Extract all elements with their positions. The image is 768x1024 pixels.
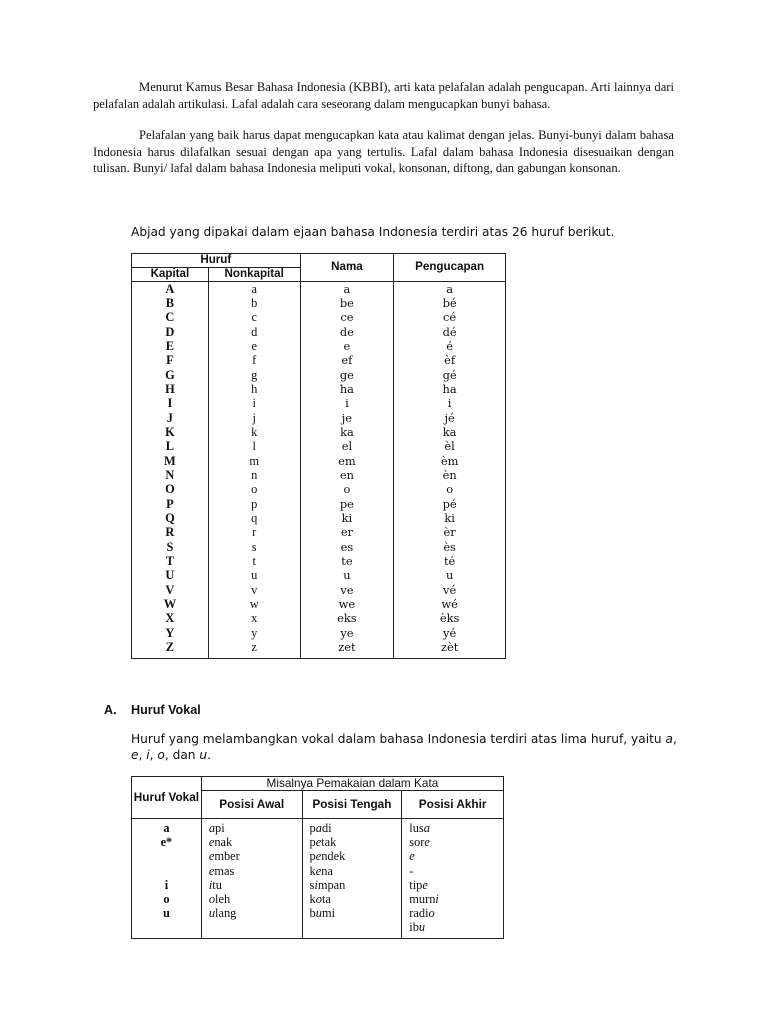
word-akhir-cell <box>402 819 504 837</box>
kapital-cell: P <box>132 497 209 511</box>
word-pre: s <box>309 877 315 892</box>
word-post: lang <box>215 906 237 921</box>
nonkapital-cell: n <box>208 468 300 482</box>
header-huruf-vokal: Huruf Vokal <box>132 777 202 819</box>
pengucapan-cell: ka <box>394 425 506 439</box>
word-pre: k <box>309 863 316 878</box>
word-vowel: a <box>208 821 216 835</box>
nama-cell: a <box>300 282 394 297</box>
word-tengah-cell <box>302 893 402 907</box>
section-heading <box>104 703 201 717</box>
word-vowel: e <box>409 849 415 864</box>
word-vowel: i <box>435 891 439 906</box>
header-posisi-akhir: Posisi Akhir <box>402 791 504 819</box>
nama-cell: e <box>300 339 394 353</box>
nama-cell: zet <box>300 640 394 658</box>
nama-cell: pe <box>300 497 394 511</box>
word-post: nak <box>214 835 233 850</box>
nama-cell: ki <box>300 511 394 525</box>
header-posisi-awal: Posisi Awal <box>201 791 302 819</box>
word-vowel: e <box>208 849 215 864</box>
word-akhir-cell <box>402 850 504 864</box>
table-row <box>132 540 506 554</box>
nama-cell: ce <box>300 311 394 325</box>
nama-cell: je <box>300 411 394 425</box>
word-akhir-cell <box>402 879 504 893</box>
nama-cell: i <box>300 397 394 411</box>
pengucapan-cell: u <box>394 569 506 583</box>
word-tengah-cell <box>302 865 402 879</box>
table-row <box>132 497 506 511</box>
nonkapital-cell: u <box>208 569 300 583</box>
word-pre: p <box>309 835 316 850</box>
kapital-cell: M <box>132 454 209 468</box>
kapital-cell: Q <box>132 511 209 525</box>
nama-cell: de <box>300 325 394 339</box>
word-post: pi <box>215 821 225 835</box>
nonkapital-cell: r <box>208 526 300 540</box>
alphabet-table <box>131 253 506 659</box>
table-row <box>132 850 504 864</box>
table-row <box>132 526 506 540</box>
pengucapan-cell: jé <box>394 411 506 425</box>
word-pre: radi <box>409 906 429 921</box>
nonkapital-cell: j <box>208 411 300 425</box>
pengucapan-cell: ha <box>394 382 506 396</box>
nonkapital-cell: d <box>208 325 300 339</box>
word-pre: murn <box>409 891 436 906</box>
nama-cell: o <box>300 483 394 497</box>
word-akhir-cell <box>402 893 504 907</box>
kapital-cell: E <box>132 339 209 353</box>
word-pre: p <box>309 849 316 864</box>
vowel-letter-cell <box>132 921 202 938</box>
pengucapan-cell: dé <box>394 325 506 339</box>
header-pengucapan: Pengucapan <box>394 254 506 282</box>
kapital-cell: R <box>132 526 209 540</box>
nonkapital-cell: b <box>208 296 300 310</box>
table-row <box>132 907 504 921</box>
header-kapital: Kapital <box>132 268 209 282</box>
nama-cell: te <box>300 554 394 568</box>
word-pre: p <box>309 821 316 835</box>
pengucapan-cell: ès <box>394 540 506 554</box>
word-post: na <box>321 863 333 878</box>
kapital-cell: T <box>132 554 209 568</box>
table-row <box>132 454 506 468</box>
nonkapital-cell: m <box>208 454 300 468</box>
kapital-cell: X <box>132 612 209 626</box>
table-row <box>132 583 506 597</box>
section-title: Huruf Vokal <box>131 703 201 717</box>
table-row <box>132 626 506 640</box>
alphabet-table-body <box>132 282 506 659</box>
word-vowel: e <box>315 835 322 850</box>
pengucapan-cell: zèt <box>394 640 506 658</box>
table-row <box>132 354 506 368</box>
pengucapan-cell: té <box>394 554 506 568</box>
word-tengah-cell <box>302 907 402 921</box>
word-tengah-cell <box>302 836 402 850</box>
nonkapital-cell: t <box>208 554 300 568</box>
nonkapital-cell: v <box>208 583 300 597</box>
table-row <box>132 311 506 325</box>
table-row <box>132 836 504 850</box>
nama-cell: es <box>300 540 394 554</box>
intro-paragraph-2 <box>93 127 674 177</box>
word-post: mas <box>214 863 235 878</box>
header-misalnya: Misalnya Pemakaian dalam Kata <box>201 777 503 791</box>
word-akhir-cell <box>402 921 504 938</box>
word-awal-cell <box>201 921 302 938</box>
kapital-cell: G <box>132 368 209 382</box>
nonkapital-cell: o <box>208 483 300 497</box>
pengucapan-cell: èr <box>394 526 506 540</box>
separator: , <box>672 732 677 746</box>
kapital-cell: L <box>132 440 209 454</box>
table-row <box>132 382 506 396</box>
word-post: mpan <box>317 877 346 892</box>
word-tengah-cell <box>302 879 402 893</box>
word-pre: tip <box>409 877 423 892</box>
nonkapital-cell: f <box>208 354 300 368</box>
section-description <box>131 732 691 763</box>
kapital-cell: I <box>132 397 209 411</box>
table-row <box>132 640 506 658</box>
nama-cell: ha <box>300 382 394 396</box>
vowel-table <box>131 776 504 939</box>
table-row <box>132 865 504 879</box>
pengucapan-cell: é <box>394 339 506 353</box>
intro-paragraph-1 <box>93 79 674 112</box>
kapital-cell: Z <box>132 640 209 658</box>
table-row <box>132 282 506 297</box>
nonkapital-cell: q <box>208 511 300 525</box>
pengucapan-cell: bé <box>394 296 506 310</box>
separator: , <box>149 747 158 762</box>
pengucapan-cell: èf <box>394 354 506 368</box>
table-row <box>132 411 506 425</box>
vowel-letter-cell: i <box>132 879 202 893</box>
word-vowel: a <box>423 821 430 835</box>
word-vowel: o <box>428 906 435 921</box>
table-row <box>132 368 506 382</box>
word-post: tak <box>321 835 337 850</box>
word-vowel: o <box>208 891 216 906</box>
pengucapan-cell: èm <box>394 454 506 468</box>
kapital-cell: D <box>132 325 209 339</box>
nonkapital-cell: p <box>208 497 300 511</box>
word-vowel: u <box>418 920 426 935</box>
nonkapital-cell: k <box>208 425 300 439</box>
word-awal-cell <box>201 893 302 907</box>
table-row <box>132 597 506 611</box>
vowel-letter-cell <box>132 850 202 864</box>
vowel-letter-cell: a <box>132 819 202 837</box>
word-pre: ib <box>409 920 419 935</box>
kapital-cell: S <box>132 540 209 554</box>
nonkapital-cell: a <box>208 282 300 297</box>
word-akhir-cell <box>402 865 504 879</box>
nonkapital-cell: s <box>208 540 300 554</box>
word-tengah-cell <box>302 850 402 864</box>
word-awal-cell <box>201 879 302 893</box>
word-pre: k <box>309 891 316 906</box>
header-posisi-tengah: Posisi Tengah <box>302 791 402 819</box>
kapital-cell: H <box>132 382 209 396</box>
separator: , <box>138 747 147 762</box>
kapital-cell: B <box>132 296 209 310</box>
vowel-letter-cell <box>132 865 202 879</box>
kapital-cell: F <box>132 354 209 368</box>
word-akhir-cell <box>402 907 504 921</box>
table-row <box>132 325 506 339</box>
table-row <box>132 893 504 907</box>
word-tengah-cell <box>302 819 402 837</box>
table-row <box>132 569 506 583</box>
word-tengah-cell <box>302 921 402 938</box>
word-post: ta <box>321 891 331 906</box>
separator-and: , dan <box>164 747 200 762</box>
table-row <box>132 440 506 454</box>
kapital-cell: Y <box>132 626 209 640</box>
table-row <box>132 397 506 411</box>
word-awal-cell <box>201 907 302 921</box>
vowel-table-body <box>132 819 504 939</box>
section-text-before: Huruf yang melambangkan vokal dalam bahasa Indonesia terdiri atas lima huruf, yaitu <box>131 732 666 746</box>
nama-cell: ka <box>300 425 394 439</box>
word-vowel: o <box>315 891 322 906</box>
word-vowel: a <box>315 821 322 835</box>
word-vowel: i <box>314 877 318 892</box>
word-post: tu <box>212 877 222 892</box>
table-row <box>132 879 504 893</box>
word-vowel: e <box>208 863 215 878</box>
pengucapan-cell: cé <box>394 311 506 325</box>
kapital-cell: N <box>132 468 209 482</box>
nonkapital-cell: l <box>208 440 300 454</box>
vowel-e: e <box>131 747 139 762</box>
table-row <box>132 468 506 482</box>
pengucapan-cell: èn <box>394 468 506 482</box>
table-row <box>132 819 504 837</box>
table-row <box>132 296 506 310</box>
word-pre: sor <box>409 835 425 850</box>
vowel-a: a <box>665 732 673 746</box>
intro-paragraph-1-text: Menurut Kamus Besar Bahasa Indonesia (KBBI), arti kata pelafalan adalah pengucapan. Arti lainnya dari pelafalan adalah artikulasi. Lafal adalah cara seseorang dalam mengucapkan bunyi bahasa. <box>93 80 674 111</box>
word-post: leh <box>215 891 231 906</box>
word-awal-cell <box>201 819 302 837</box>
nonkapital-cell: g <box>208 368 300 382</box>
kapital-cell: U <box>132 569 209 583</box>
word-akhir-cell <box>402 836 504 850</box>
nama-cell: el <box>300 440 394 454</box>
nonkapital-cell: w <box>208 597 300 611</box>
kapital-cell: K <box>132 425 209 439</box>
nonkapital-cell: c <box>208 311 300 325</box>
pengucapan-cell: ki <box>394 511 506 525</box>
nama-cell: ge <box>300 368 394 382</box>
vowel-letter-cell: o <box>132 893 202 907</box>
word-vowel: e <box>315 863 322 878</box>
kapital-cell: J <box>132 411 209 425</box>
vowel-o: o <box>157 747 165 762</box>
nama-cell: we <box>300 597 394 611</box>
pengucapan-cell: vé <box>394 583 506 597</box>
word-vowel: e <box>315 849 322 864</box>
nama-cell: ye <box>300 626 394 640</box>
nonkapital-cell: z <box>208 640 300 658</box>
pengucapan-cell: èl <box>394 440 506 454</box>
kapital-cell: V <box>132 583 209 597</box>
word-awal-cell <box>201 850 302 864</box>
table-row <box>132 483 506 497</box>
nonkapital-cell: h <box>208 382 300 396</box>
pengucapan-cell: èks <box>394 612 506 626</box>
kapital-cell: O <box>132 483 209 497</box>
pengucapan-cell: yé <box>394 626 506 640</box>
word-vowel: e <box>422 877 428 892</box>
table-row <box>132 554 506 568</box>
table-row <box>132 612 506 626</box>
section-number: A. <box>104 703 117 717</box>
table-row <box>132 425 506 439</box>
word-pre: lus <box>409 821 424 835</box>
header-nama: Nama <box>300 254 394 282</box>
word-vowel: u <box>315 906 322 921</box>
word-post: ndek <box>321 849 346 864</box>
nama-cell: er <box>300 526 394 540</box>
pengucapan-cell: wé <box>394 597 506 611</box>
kapital-cell: W <box>132 597 209 611</box>
header-huruf: Huruf <box>132 254 301 268</box>
pengucapan-cell: o <box>394 483 506 497</box>
nama-cell: ve <box>300 583 394 597</box>
word-awal-cell <box>201 836 302 850</box>
alphabet-lead-sentence: Abjad yang dipakai dalam ejaan bahasa Indonesia terdiri atas 26 huruf berikut. <box>131 225 615 239</box>
nama-cell: eks <box>300 612 394 626</box>
vowel-letter-cell: e* <box>132 836 202 850</box>
vowel-i: i <box>146 747 150 762</box>
vowel-u: u <box>199 747 208 762</box>
word-awal-cell <box>201 865 302 879</box>
word-pre: - <box>409 863 414 878</box>
pengucapan-cell: i <box>394 397 506 411</box>
nama-cell: en <box>300 468 394 482</box>
table-row <box>132 921 504 938</box>
nama-cell: be <box>300 296 394 310</box>
word-post: di <box>321 821 332 835</box>
kapital-cell: C <box>132 311 209 325</box>
nonkapital-cell: x <box>208 612 300 626</box>
word-post: mi <box>321 906 336 921</box>
nonkapital-cell: y <box>208 626 300 640</box>
pengucapan-cell: a <box>394 282 506 297</box>
intro-paragraph-2-text: Pelafalan yang baik harus dapat mengucapkan kata atau kalimat dengan jelas. Bunyi-bunyi dalam bahasa Indonesia harus dilafalkan sesuai dengan apa yang tertulis. Lafal dalam bahasa Indonesia disesuaikan dengan tulisan. Bunyi/ lafal dalam bahasa Indonesia meliputi vokal, konsonan, diftong, dan gabungan konsonan. <box>93 128 674 175</box>
pengucapan-cell: pé <box>394 497 506 511</box>
pengucapan-cell: gé <box>394 368 506 382</box>
word-vowel: u <box>208 906 216 921</box>
table-row <box>132 339 506 353</box>
word-vowel: i <box>208 877 213 892</box>
word-pre: b <box>309 906 316 921</box>
word-vowel: e <box>208 835 215 850</box>
table-row <box>132 511 506 525</box>
nonkapital-cell: i <box>208 397 300 411</box>
word-post: mber <box>214 849 240 864</box>
header-nonkapital: Nonkapital <box>208 268 300 282</box>
nama-cell: ef <box>300 354 394 368</box>
nama-cell: em <box>300 454 394 468</box>
kapital-cell: A <box>132 282 209 297</box>
nama-cell: u <box>300 569 394 583</box>
nonkapital-cell: e <box>208 339 300 353</box>
vowel-letter-cell: u <box>132 907 202 921</box>
word-vowel: e <box>424 835 430 850</box>
sentence-end: . <box>207 747 212 762</box>
